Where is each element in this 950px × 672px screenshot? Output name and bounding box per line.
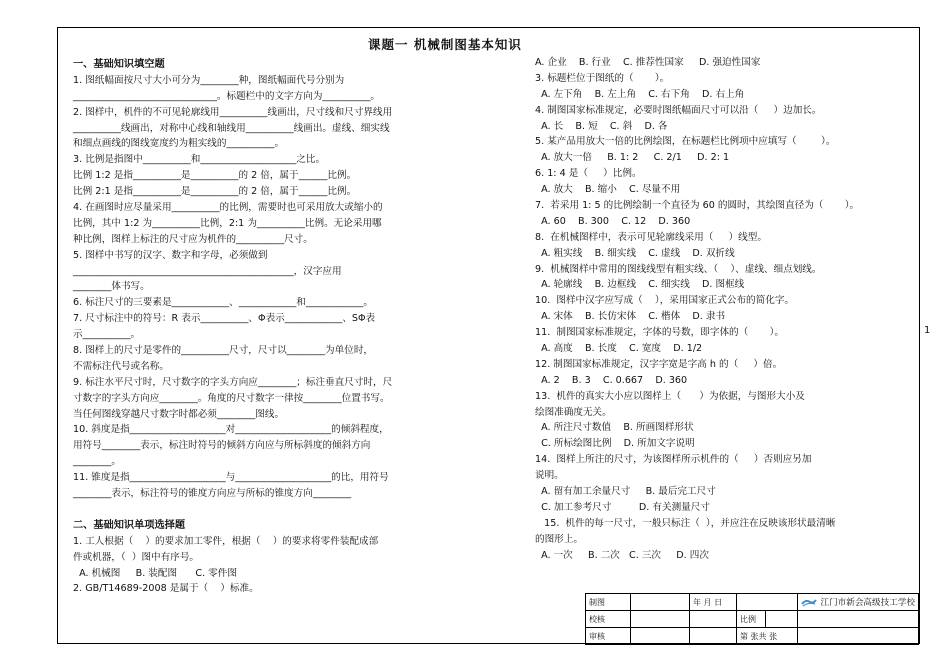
title-block-cell	[798, 611, 919, 628]
text-line: A. 放大 B. 缩小 C. 尽量不用	[535, 184, 681, 196]
section-heading: 一、基础知识填空题	[73, 59, 165, 70]
text-line: 5. 某产品用放大一倍的比例绘图，在标题栏比例项中应填写（ ）。	[535, 136, 836, 148]
text-line: A. 左下角 B. 左上角 C. 右下角 D. 右上角	[535, 88, 745, 100]
school-logo-icon	[801, 598, 817, 607]
text-line: 件或机器，（ ）图中有序号。	[73, 551, 200, 563]
text-line: ________表示，标注符号的锥度方向应与所标的锥度方向________	[73, 488, 352, 500]
title-block-cell: 年 月 日	[690, 594, 737, 611]
text-line: 9. 标注水平尺寸时，尺寸数字的字头方向应________；标注垂直尺寸时，尺	[73, 376, 393, 388]
text-line: C. 加工参考尺寸 D. 有关测量尺寸	[535, 501, 710, 513]
text-line: 14. 图样上所注的尺寸，为该图样所示机件的（ ）否则应另加	[535, 454, 812, 466]
text-line: 示__________。	[73, 329, 141, 341]
text-line: 3. 标题栏位于图纸的（ ）。	[535, 72, 670, 84]
text-line	[73, 502, 453, 518]
text-line: 比例，其中 1:2 为__________比例，2:1 为__________比例。无论采用哪	[73, 217, 382, 229]
text-line: A. 宋体 B. 长仿宋体 C. 楷体 D. 隶书	[535, 311, 726, 323]
text-line: A. 高度 B. 长度 C. 宽度 D. 1/2	[535, 343, 703, 355]
text-line: 寸数字的字头方向应________。角度的尺寸数字一律按________位置书写。	[73, 392, 390, 404]
text-line: __________线画出，对称中心线和轴线用__________线画出。虚线、细实线	[73, 122, 390, 134]
title-block	[585, 593, 919, 645]
title-block-cell	[690, 611, 737, 628]
text-line: 1. 图纸幅面按尺寸大小可分为________种，图纸幅面代号分别为	[73, 74, 345, 86]
text-line: ______________________________。标题栏中的文字方向为__________。	[73, 90, 380, 102]
text-line: A. 粗实线 B. 细实线 C. 虚线 D. 双折线	[535, 247, 735, 259]
title-block-cell: 制图	[586, 594, 631, 611]
text-line: 13. 机件的真实大小应以图样上（ ）为依据，与图形大小及	[535, 390, 805, 402]
text-line: 15. 机件的每一尺寸，一般只标注（ ），并应注在反映该形状最清晰	[535, 517, 836, 529]
text-line: 9. 机械图样中常用的图线线型有粗实线、（ ）、虚线、细点划线。	[535, 263, 822, 275]
text-line: A. 放大一倍 B. 1: 2 C. 2/1 D. 2: 1	[535, 152, 730, 164]
school-name: 江门市新会高级技工学校	[820, 598, 915, 608]
text-line: A. 企业 B. 行业 C. 推荐性国家 D. 强迫性国家	[535, 57, 761, 68]
text-line: 不需标注代号或名称。	[73, 360, 169, 372]
text-line: 11. 锥度是指____________________与____________________的比，用符号	[73, 472, 389, 484]
text-line: 5. 图样中书写的汉字、数字和字母，必须做到	[73, 249, 268, 261]
text-line: A. 2 B. 3 C. 0.667 D. 360	[535, 374, 688, 386]
text-line: 10. 斜度是指____________________对____________________的倾斜程度，	[73, 424, 389, 436]
title-block-cell	[737, 594, 798, 611]
text-line: 比例 2:1 是指__________是__________的 2 倍，属于______比例。	[73, 186, 357, 198]
text-line: 6. 标注尺寸的三要素是____________、____________和____________。	[73, 297, 374, 309]
text-line: 2. GB/T14689-2008 是属于（ ）标准。	[73, 583, 259, 595]
text-line: A. 长 B. 短 C. 斜 D. 各	[535, 120, 668, 132]
page-title: 课题一 机械制图基本知识	[368, 37, 522, 52]
text-line: 8. 在机械图样中，表示可见轮廓线采用（ ）线型。	[535, 231, 767, 243]
title-block-cell	[631, 628, 690, 645]
text-line: ________体书写。	[73, 281, 150, 293]
text-line: 2. 图样中，机件的不可见轮廓线用__________线画出，尺寸线和尺寸界线用	[73, 106, 393, 118]
text-line: C. 所标绘图比例 D. 所加文字说明	[535, 438, 695, 450]
text-line: 1. 工人根据（ ）的要求加工零件，根据（ ）的要求将零件装配成部	[73, 535, 379, 547]
side-page-number: 1	[924, 325, 931, 336]
text-line: 3. 比例是指图中__________和____________________之比。	[73, 154, 326, 166]
title-block-cell	[631, 594, 690, 611]
text-line: 比例 1:2 是指__________是__________的 2 倍，属于______比例。	[73, 170, 357, 182]
text-line: 的图形上。	[535, 533, 583, 545]
text-line: A. 一次 B. 二次 C. 三次 D. 四次	[535, 549, 709, 561]
text-line: 种比例，图样上标注的尺寸应为机件的__________尺寸。	[73, 233, 313, 245]
text-line: 绘图准确度无关。	[535, 406, 612, 418]
text-line: 当任何图线穿越尺寸数字时都必须________图线。	[73, 408, 285, 420]
text-line: A. 机械图 B. 装配图 C. 零件图	[73, 567, 237, 579]
title-block-cell: 校核	[586, 611, 631, 628]
text-line: 10. 图样中汉字应写成（ ），采用国家正式公布的简化字。	[535, 295, 795, 307]
text-line: A. 所注尺寸数值 B. 所画图样形状	[535, 422, 694, 434]
section-heading: 二、基础知识单项选择题	[73, 519, 186, 531]
text-line: 用符号________表示，标注时符号的倾斜方向应与所标斜度的倾斜方向	[73, 440, 371, 452]
text-line: 7. 若采用 1: 5 的比例绘制一个直径为 60 的圆时，其绘图直径为（ ）。	[535, 200, 860, 212]
title-block-cell	[766, 611, 798, 628]
school-name-cell	[798, 594, 919, 611]
text-line: 和细点画线的图线宽度约为粗实线的__________。	[73, 138, 285, 150]
text-line: 4. 制图国家标准规定，必要时图纸幅面尺寸可以沿（ ）边加长。	[535, 104, 822, 116]
title-block-cell	[631, 611, 690, 628]
text-line: 12. 制图国家标准规定，汉字字宽是字高 h 的（ ）倍。	[535, 358, 783, 370]
text-line: A. 留有加工余量尺寸 B. 最后完工尺寸	[535, 486, 716, 498]
text-line: A. 60 B. 300 C. 12 D. 360	[535, 215, 691, 227]
text-line: 8. 图样上的尺寸是零件的__________尺寸，尺寸以________为单位时，	[73, 345, 374, 357]
title-block-cell	[798, 628, 919, 645]
text-line: ______________________________________________，汉字应用	[73, 265, 342, 277]
title-block-cell: 比例	[737, 611, 766, 628]
left-column	[73, 57, 453, 597]
text-line: 11. 制图国家标准规定，字体的号数，即字体的（ ）。	[535, 327, 784, 339]
text-line: 4. 在画图时应尽量采用__________的比例，需要时也可采用放大或缩小的	[73, 202, 383, 214]
title-block-cell	[690, 628, 737, 645]
title-block-cell: 审核	[586, 628, 631, 645]
text-line: ________。	[73, 456, 121, 468]
text-line: A. 轮廓线 B. 边框线 C. 细实线 D. 图框线	[535, 279, 745, 291]
right-column	[535, 55, 918, 564]
title-block-cell: 第 张共 张	[737, 628, 798, 645]
text-line: 7. 尺寸标注中的符号：R 表示__________、Φ表示____________、SΦ表	[73, 313, 376, 325]
text-line: 6. 1: 4 是（ ）比例。	[535, 168, 642, 180]
text-line: 说明。	[535, 470, 564, 482]
